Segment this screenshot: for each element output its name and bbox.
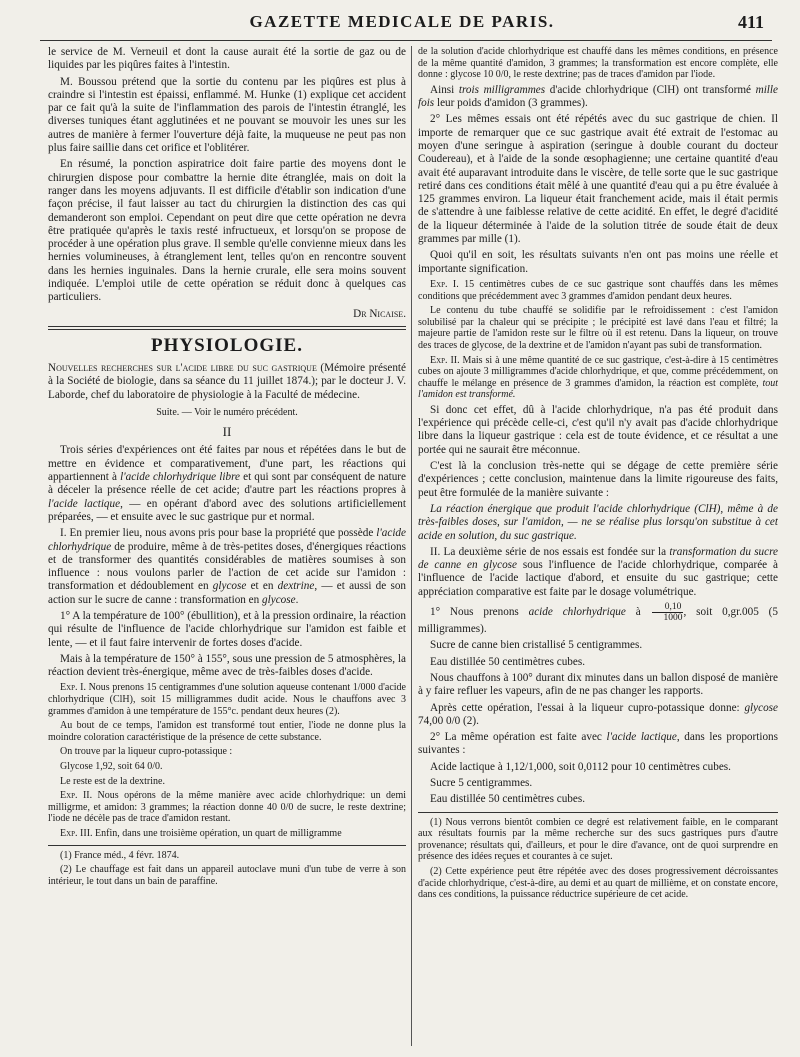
experiment-2: Exp. II. Nous opérons de la même manière avec acide chlorhydrique: un demi milligrme, et amidon: 3 grammes; la réaction donne 40 0/0 de sucre, le reste dextrine; l'iode ne décèle pas de trace d'amidon restant. bbox=[48, 790, 406, 825]
conclusion: La réaction énergique que produit l'acide chlorhydrique (ClH), même à de très-faibles doses, sur l'amidon, — ne se réalise plus lorsqu'on substitue à cet acide en solution, du suc gastrique. bbox=[418, 502, 778, 542]
paragraph: C'est là la conclusion très-nette qui se dégage de cette première série d'expériences ; cette conclusion, maintenue dans la limite rigoureuse des faits, peut être formulée de la manière suivante : bbox=[418, 460, 778, 499]
paragraph: Si donc cet effet, dû à l'acide chlorhydrique, n'a pas été produit dans l'expérience qui précède celle-ci, c'est qu'il n'y avait pas d'acide chlorhydrique libre dans la liqueur gastrique : cela est de toute évidence, et ce résultat a une portée qui ne saurait être méconnue. bbox=[418, 403, 778, 456]
footnote: (1) France méd., 4 févr. 1874. bbox=[60, 849, 180, 861]
paragraph: Sucre 5 centigrammes. bbox=[430, 777, 533, 789]
footnote: (2) Le chauffage est fait dans un appareil autoclave muni d'un tube de verre à son intérieur, le tout dans un bain de paraffine. bbox=[48, 864, 406, 887]
paragraph: Eau distillée 50 centimètres cubes. bbox=[430, 655, 586, 668]
paragraph: le service de M. Verneuil et dont la cause aurait été la sortie de gaz ou de liquides par les piqûres faites à l'intestin. bbox=[48, 46, 406, 72]
paragraph: II. La deuxième série de nos essais est fondée sur la transformation du sucre de canne en glycose sous l'influence de l'acide chlorhydrique, comparée à l'influence de l'acide lactique d'abord, et ensuite du suc gastrique; cette appréciation comparative est faite par le dosage volumétrique. bbox=[418, 545, 778, 598]
page-number: 411 bbox=[737, 12, 764, 32]
running-head bbox=[40, 12, 764, 38]
paragraph: Sucre de canne bien cristallisé 5 centigrammes. bbox=[430, 639, 643, 652]
left-column bbox=[48, 46, 406, 1046]
author-signature: Dr Nicaise. bbox=[353, 307, 406, 320]
paragraph: Trois séries d'expériences ont été faites par nous et répétées dans le but de mettre en évidence et comparativement, d'une part, les réactions qui appartiennent à l'acide chlorhydrique libre et qui sont par conséquent de nature à déceler la présence réelle de cet acide; d'autre part les réactions propres à l'acide lactique, — en opérant d'abord avec des solutions artificiellement préparées, — et ensuite avec le suc gastrique pur et normal. bbox=[48, 444, 406, 523]
part-number: II bbox=[222, 424, 232, 440]
article-title: Nouvelles recherches sur l'acide libre du suc gastrique bbox=[48, 361, 317, 374]
paragraph: Quoi qu'il en soit, les résultats suivants n'en ont pas moins une réelle et importante signification. bbox=[418, 249, 778, 275]
experiment-2: Exp. II. Mais si à une même quantité de ce suc gastrique, c'est-à-dire à 15 centimètres cubes on ajoute 3 milligrammes d'acide chlorhydrique, et que, comme précédemment, on chauffe le mélange en présence de 3 grammes d'amidon, la réaction est complète, tout l'amidon est transformé. bbox=[418, 354, 778, 401]
paragraph: M. Boussou prétend que la sortie du contenu par les piqûres est plus à craindre si l'intestin est épaissi, enflammé. M. Hunke (1) explique cet accident par ce fait qu'à la suite de l'inflammation des parois de l'intestin étranglé, les diverses tuniques étant agglutinées et ne pouvant se mouvoir les unes sur les autres de manière à fermer l'ouverture déjà faite, la muqueuse ne peut pas non plus faire saillie dans cet orifice et l'oblitérer. bbox=[48, 75, 406, 155]
paragraph: I. En premier lieu, nous avons pris pour base la propriété que possède l'acide chlorhydrique de produire, même à de très-petites doses, d'énergiques réactions et de transformer des quantités considérables de matières soumises à son influence : nous voulons parler de l'action de cet acide sur l'amidon : transformation et dédoublement en glycose et en dextrine, — et aussi de son action sur le sucre de canne : transformation en glycose. bbox=[48, 527, 406, 606]
paragraph: 2° La même opération est faite avec l'acide lactique, dans les proportions suivantes : bbox=[418, 731, 778, 757]
paragraph: Le contenu du tube chauffé se solidifie par le refroidissement : c'est l'amidon solubilisé par la chaleur qui se précipite ; le précipité est lavé dans l'eau et filtré; la majeure partie de l'amidon reste sur le filtre où il est retenu. Dans la liqueur, on trouve des traces de glycose, de la dextrine et de l'amidon n'ayant pas subi de transformation. bbox=[418, 305, 778, 351]
paragraph: 2° Les mêmes essais ont été répétés avec du suc gastrique de chien. Il importe de remarquer que ce suc gastrique avait été extrait de l'estomac au moyen d'une seringue à aspiration (seringue à double courant du docteur Coudereau), et à l'aide de la sonde œsophagienne; une certaine quantité d'eau avait été auparavant introduite dans le viscère, de telle sorte que le suc gastrique retiré dans ces conditions était mêlé à une quantité d'eau qui a pu être évaluée à 125 grammes environ. La liqueur était franchement acide, mais il était permis de s'attendre à une faiblesse relative de cette acidité. En effet, le degré d'acidité de la liqueur déterminée à l'aide de la solution titrée de soude était de deux grammes par mille (1). bbox=[418, 113, 778, 246]
footnote-rule bbox=[48, 845, 406, 846]
footnote: (2) Cette expérience peut être répétée avec des doses progressivement décroissantes d'acide chlorhydrique, c'est-à-dire, au demi et au quart de millième, et on constate encore, dans ces conditions, la puissance réductrice supérieure de cet acide. bbox=[418, 865, 778, 901]
section-rule bbox=[48, 326, 406, 330]
paragraph: Ainsi trois milligrammes d'acide chlorhydrique (ClH) ont transformé mille fois leur poids d'amidon (3 grammes). bbox=[418, 83, 778, 110]
paragraph: Au bout de ce temps, l'amidon est transformé tout entier, l'iode ne donne plus la moindre coloration caractéristique de la présence de cette substance. bbox=[48, 720, 406, 743]
paragraph: 1° A la température de 100° (ébullition), et à la pression ordinaire, la réaction qui résulte de l'influence de l'acide chlorhydrique sur l'amidon est faible et lente, — et il faut faire intervenir de fortes doses d'acide. bbox=[48, 609, 406, 649]
header-rule bbox=[40, 40, 772, 41]
experiment-3: Exp. III. Enfin, dans une troisième opération, un quart de milligramme bbox=[60, 828, 342, 839]
column-divider bbox=[411, 46, 412, 1046]
result-line: Glycose 1,92, soit 64 0/0. bbox=[60, 761, 163, 773]
right-column bbox=[418, 46, 778, 1046]
paragraph: de la solution d'acide chlorhydrique est chauffé dans les mêmes conditions, en présence de la même quantité d'amidon, 3 grammes; la transformation est encore complète, elle donne : glycose 10 0/0, le reste dextrine; pas de traces d'amidon par l'iode. bbox=[418, 46, 778, 81]
footnote-rule bbox=[418, 812, 778, 813]
paragraph: Nous chauffons à 100° durant dix minutes dans un ballon disposé de manière à y faire refluer les vapeurs, afin de ne pas changer les rapports. bbox=[418, 671, 778, 698]
footnote: (1) Nous verrons bientôt combien ce degré est relativement faible, en le comparant aux résultats fournis par la même recherche sur des sucs gastriques purs d'autre provenance; résultats qui, d'ailleurs, et pour le dire d'avance, ont de quoi surprendre en présence des idées reçues et courantes à ce sujet. bbox=[418, 816, 778, 863]
paragraph: Après cette opération, l'essai à la liqueur cupro-potassique donne: glycose 74,00 0/0 (2). bbox=[418, 701, 778, 727]
article-byline: (Mémoire présenté à la Société de biologie, dans sa séance du 11 juillet 1874.); par le docteur J. V. Laborde, chef du laboratoire de physiologie à la Faculté de médecine. bbox=[48, 361, 406, 401]
paragraph: On trouve par la liqueur cupro-potassique : bbox=[60, 746, 233, 758]
paragraph: Acide lactique à 1,12/1,000, soit 0,0112 pour 10 centimètres cubes. bbox=[430, 760, 731, 773]
running-title: GAZETTE MEDICALE DE PARIS. bbox=[249, 12, 555, 31]
experiment-1: Exp. I. 15 centimètres cubes de ce suc gastrique sont chauffés dans les mêmes conditions que précédemment avec 3 grammes d'amidon pendant deux heures. bbox=[418, 278, 778, 302]
section-title: PHYSIOLOGIE. bbox=[151, 334, 303, 356]
result-line: Le reste est de la dextrine. bbox=[60, 775, 165, 787]
paragraph: 1° Nous prenons acide chlorhydrique à $\frac{0,10}{1000}$ , soit 0,gr.005 (5 milligrammes). bbox=[418, 602, 778, 636]
paragraph: Mais à la température de 150° à 155°, sous une pression de 5 atmosphères, la réaction devient très-énergique, même avec de très-faibles doses d'acide. bbox=[48, 652, 406, 679]
continuation-note: Suite. — Voir le numéro précédent. bbox=[156, 406, 298, 418]
experiment-1: Exp. I. Nous prenons 15 centigrammes d'une solution aqueuse contenant 1/000 d'acide chlorhydrique (ClH), soit 15 milligrammes dudit acide. Nous le chauffons avec 3 grammes d'amidon à une température de 155°c. pendant deux heures (2). bbox=[48, 682, 406, 717]
paragraph: En résumé, la ponction aspiratrice doit faire partie des moyens dont le chirurgien dispose pour combattre la hernie dite étranglée, mais on doit la ranger dans les moyens adjuvants. Il est difficile d'établir son indication d'une façon précise, il faut laisser au tact du chirurgien la distinction des cas qui demanderont son emploi. Cependant on peut dire que cette opération ne devra être pratiquée qu'après le taxis resté infructueux, et lorsqu'on se propose de procéder à une opération plus grave. Il semble qu'elle convienne mieux dans les hernies volumineuses, à étranglement lent, telles qu'on en rencontre souvent dans les hernies inguinales. Dans la hernie crurale, elle sera moins souvent indiquée. L'emploi utile de cette opération se réduit donc à quelques cas particuliers. bbox=[48, 158, 406, 304]
paragraph: Eau distillée 50 centimètres cubes. bbox=[430, 793, 586, 806]
article-heading bbox=[48, 362, 406, 402]
fraction: $\frac{0,10}{1000}$ bbox=[652, 602, 683, 623]
